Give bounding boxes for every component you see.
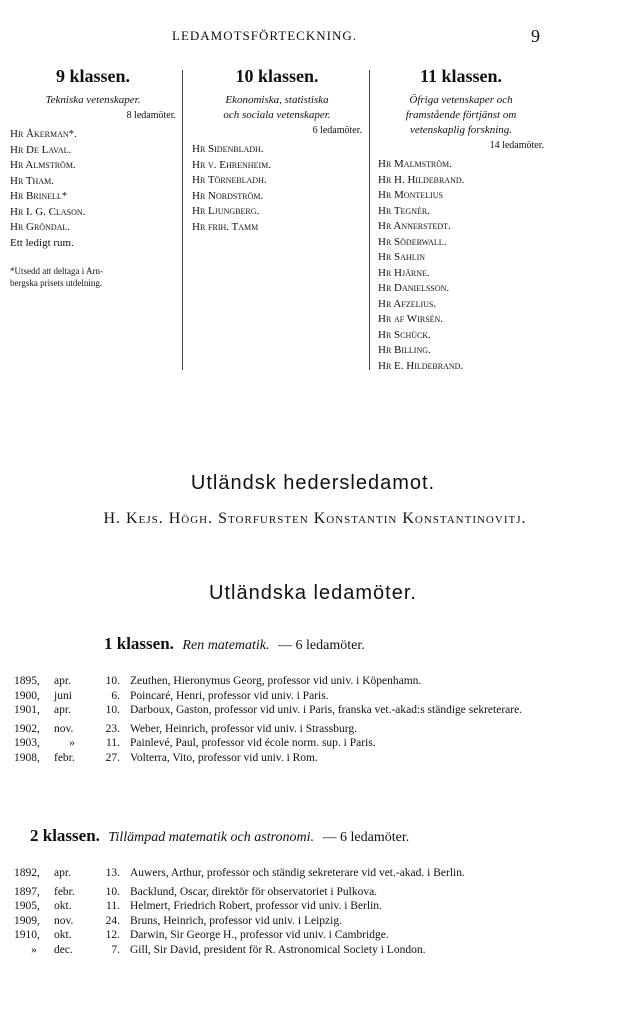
member-item: Hr Törnebladh. <box>192 174 267 186</box>
member-item: Hr Brinell* <box>10 190 68 202</box>
class-11-subtitle: Öfriga vetenskaper och framstående förtjänst om vetenskaplig forskning. <box>405 94 517 136</box>
table-row: 1892, apr. 13. Auwers, Arthur, professor och ständig sekreterare vid vet.-akad. i Berlin. <box>14 867 465 879</box>
honorary-name: H. Kejs. Högh. Storfursten Konstantin Konstantinovitj. <box>103 510 527 527</box>
member-item: Hr v. Ehrenheim. <box>192 158 271 171</box>
member-item: Hr Billing. <box>378 344 431 356</box>
table-row: 1905, okt. 11. Helmert, Friedrich Robert, professor vid univ. i Berlin. <box>14 900 382 912</box>
foreign-class-2-table <box>14 866 554 957</box>
column-divider <box>182 70 183 370</box>
member-item: Hr I. G. Clason. <box>10 205 86 218</box>
class-subject: Ren matematik. <box>182 638 270 653</box>
member-item: Hr af Wirsén. <box>378 313 444 325</box>
table-row: 1910, okt. 12. Darwin, Sir George H., professor vid univ. i Cambridge. <box>14 929 389 941</box>
class-10-count: 6 ledamöter. <box>312 125 362 136</box>
table-row: 1895, apr. 10. Zeuthen, Hieronymus Georg, professor vid univ. i Köpenhamn. <box>14 675 422 687</box>
footnote: *Utsedd att deltaga i Arn- bergska prisets utdelning. <box>10 265 103 288</box>
class-count: — 6 ledamöter. <box>278 638 365 653</box>
vacancy-note: Ett ledigt rum. <box>10 236 74 249</box>
table-row: 1908, febr. 27. Volterra, Vito, professor vid univ. i Rom. <box>14 751 318 764</box>
member-item: Hr Sahlin <box>378 251 426 263</box>
class-count: — 6 ledamöter. <box>322 830 410 845</box>
table-row: 1897, febr. 10. Backlund, Oscar, direktör för observatoriet i Pulkova. <box>14 885 378 898</box>
running-header: LEDAMOTSFÖRTECKNING. <box>172 28 357 43</box>
member-item: Hr Schück. <box>378 328 431 341</box>
class-11-count: 14 ledamöter. <box>489 140 544 151</box>
member-item: Hr Montelius <box>378 189 443 201</box>
member-item: Hr Hjärne. <box>378 266 430 279</box>
honorary-heading: Utländsk hedersledamot. <box>190 472 436 494</box>
class-9-heading: 9 klassen. <box>55 66 131 86</box>
column-divider <box>369 70 370 370</box>
class-11-members <box>378 157 544 374</box>
class-9-subtitle: Tekniska vetenskaper. <box>45 94 141 106</box>
member-item: Hr Ljungberg. <box>192 205 260 217</box>
class-11-heading: 11 klassen. <box>419 66 503 86</box>
class-label: 2 klassen. <box>30 826 100 845</box>
table-row: 1900, juni 6. Poincaré, Henri, professor vid univ. i Paris. <box>14 689 329 702</box>
class-10-column <box>192 66 362 235</box>
member-item: Hr Söderwall. <box>378 235 447 248</box>
foreign-class-1-table <box>14 674 554 765</box>
member-item: Hr De Laval. <box>10 143 72 156</box>
table-row: 1902, nov. 23. Weber, Heinrich, professor vid univ. i Strassburg. <box>14 722 357 735</box>
table-row: 1909, nov. 24. Bruns, Heinrich, professor vid univ. i Leipzig. <box>14 914 342 927</box>
member-item: Hr Annerstedt. <box>378 220 451 232</box>
table-row: 1901, apr. 10. Darboux, Gaston, professor vid univ. i Paris, franska vet.-akad:s ständige sekreterare. <box>14 704 523 716</box>
foreign-class-2-title <box>30 826 409 846</box>
page-number: 9 <box>531 26 540 46</box>
member-item: Hr Tegnér. <box>378 204 430 217</box>
member-item: Hr Afzelius. <box>378 297 437 310</box>
member-item: Hr Nordström. <box>192 189 264 202</box>
class-label: 1 klassen. <box>104 634 174 653</box>
member-item: Hr E. Hildebrand. <box>378 359 464 372</box>
class-11-column <box>378 66 544 374</box>
member-item: Hr Almström. <box>10 159 76 171</box>
foreign-heading: Utländska ledamöter. <box>209 582 417 604</box>
member-item: Hr Danielsson. <box>378 282 450 294</box>
foreign-class-1-title <box>104 634 365 654</box>
member-item: Hr Malmström. <box>378 158 452 170</box>
class-9-column <box>10 66 176 289</box>
class-9-count: 8 ledamöter. <box>126 110 176 121</box>
member-item: Hr Åkerman*. <box>10 128 77 140</box>
class-10-members <box>192 142 362 235</box>
table-row: 1903, » 11. Painlevé, Paul, professor vid école norm. sup. i Paris. <box>14 737 376 749</box>
member-item: Hr Gröndal. <box>10 221 71 233</box>
member-item: Hr Sidenbladh. <box>192 143 264 155</box>
table-row: » dec. 7. Gill, Sir David, president för R. Astronomical Society i London. <box>31 943 426 956</box>
class-subject: Tillämpad matematik och astronomi. <box>108 830 315 845</box>
class-10-subtitle: Ekonomiska, statistiska och sociala vetenskaper. <box>223 94 331 121</box>
class-9-members <box>10 127 176 236</box>
member-item: Hr Tham. <box>10 174 54 187</box>
member-item: Hr H. Hildebrand. <box>378 173 465 186</box>
member-item: Hr frih. Tamm <box>192 220 259 233</box>
class-10-heading: 10 klassen. <box>235 66 319 86</box>
